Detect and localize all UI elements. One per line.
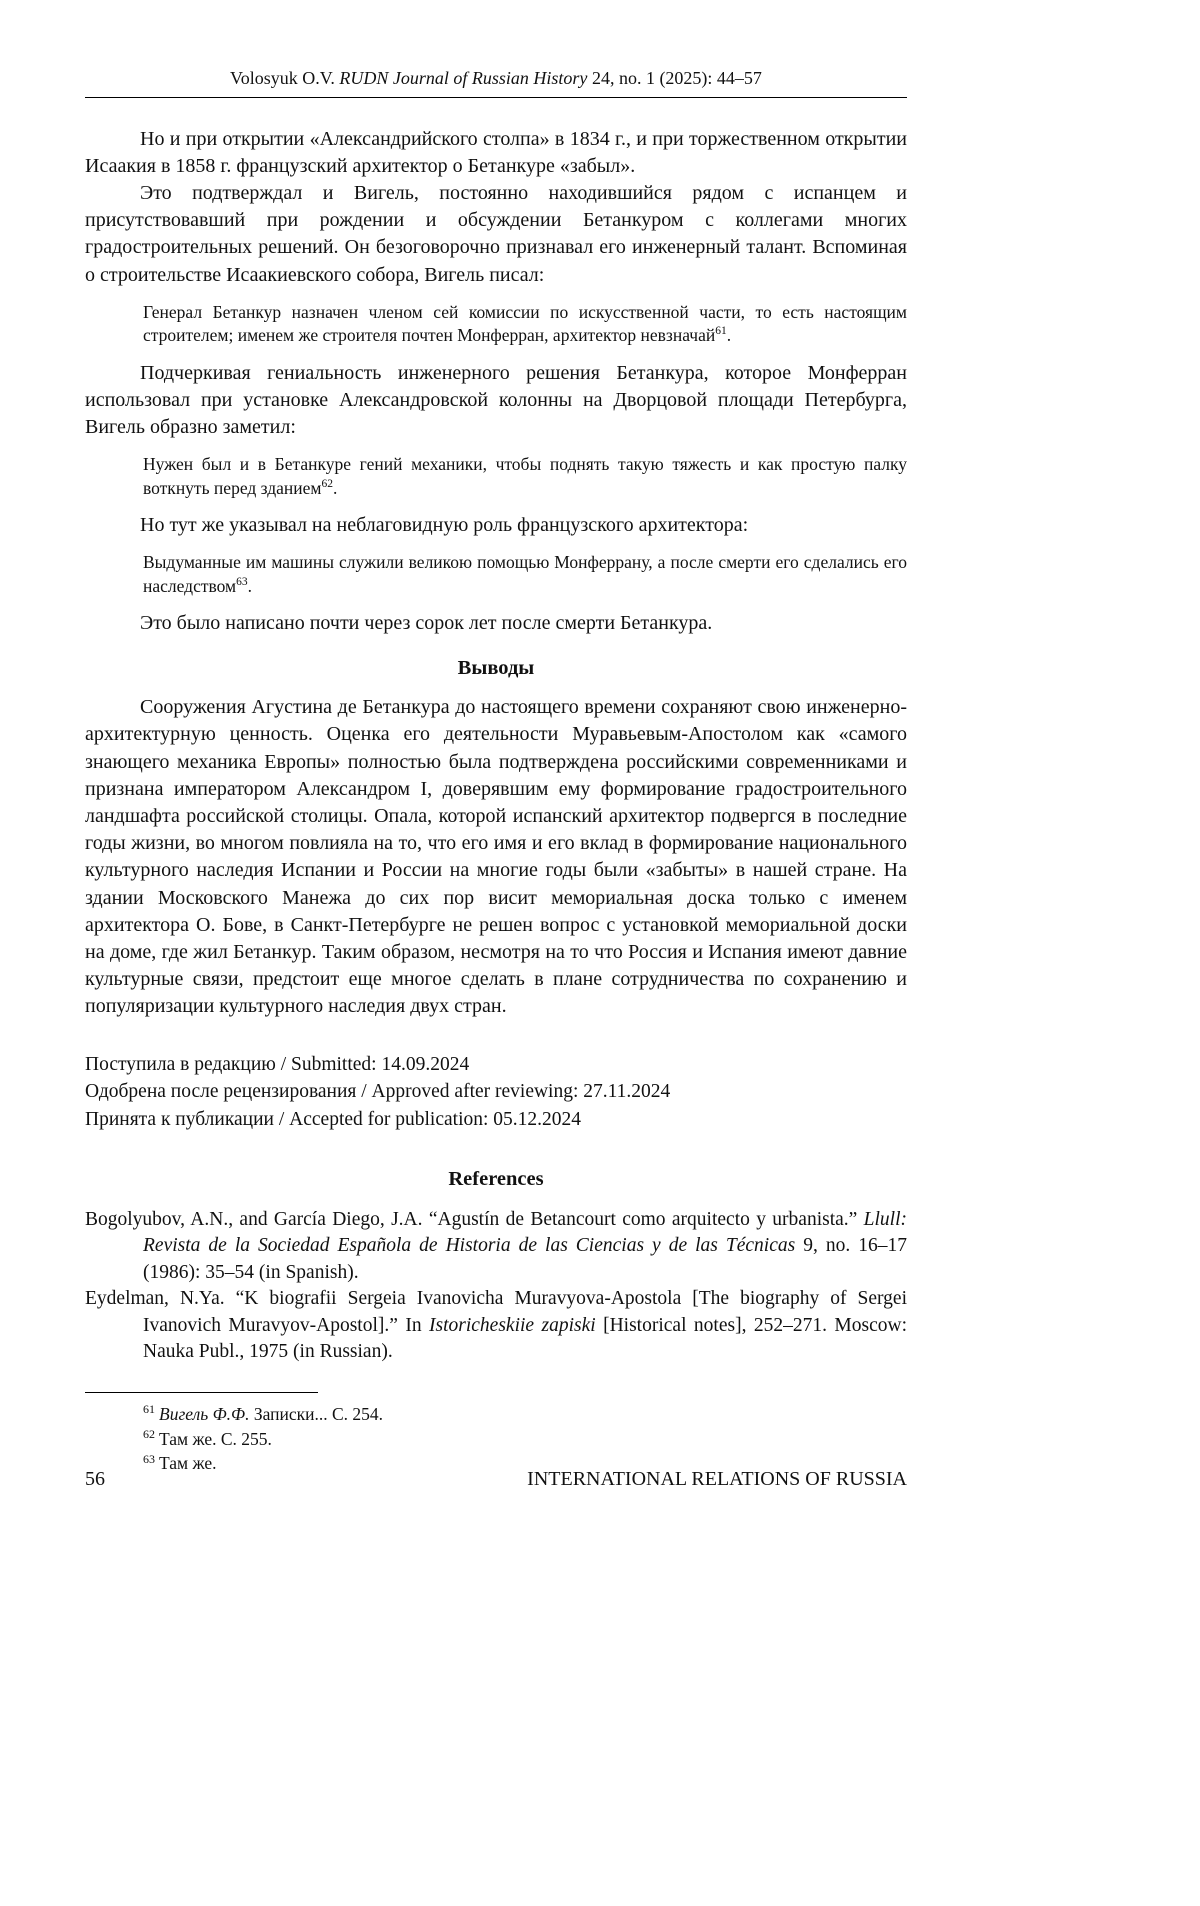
article-body [85, 126, 907, 1477]
running-title: INTERNATIONAL RELATIONS OF RUSSIA [527, 1468, 907, 1490]
header-rule [85, 97, 907, 98]
block-quote [143, 551, 907, 598]
quote-tail: . [726, 325, 732, 346]
quote-text: Нужен был и в Бетанкуре гений механики, чтобы поднять такую тяжесть и как простую палку воткнуть перед зданием [143, 454, 907, 498]
footnote-text: Там же. [159, 1453, 217, 1474]
reference-text: Eydelman, N.Ya. “K biografii Sergeia Ivanovicha Muravyova-Apostola [The biography of Sergei Ivanovich Muravyov-Apostol].” In [85, 1288, 907, 1336]
reference-text: 9, no. 16–17 (1986): 35–54 (in Spanish). [143, 1235, 908, 1283]
reference-source-title: Istoricheskiie zapiski [429, 1314, 596, 1336]
references-heading: References [448, 1167, 544, 1190]
footnote-number: 61 [143, 1401, 155, 1416]
footnote-marker: 63 [236, 575, 248, 588]
running-head-citation [230, 68, 762, 88]
approved-date-line: Одобрена после рецензирования / Approved after reviewing: 27.11.2024 [85, 1081, 671, 1103]
page-content [85, 68, 907, 1476]
submission-dates [85, 1051, 907, 1134]
running-head [85, 68, 907, 98]
journal-title: RUDN Journal of Russian History [339, 68, 588, 88]
footnote-marker: 61 [715, 325, 727, 338]
footnote-marker: 62 [321, 477, 333, 490]
quote-tail: . [247, 575, 252, 596]
footnote-text: Записки... С. 254. [249, 1403, 384, 1424]
author-name: Volosyuk O.V. [230, 68, 340, 88]
submitted-date-line: Поступила в редакцию / Submitted: 14.09.2024 [85, 1053, 470, 1075]
quote-text: Выдуманные им машины служили великою помощью Монферрану, а после смерти его сделались его наследством [143, 552, 907, 596]
footnote-author: Вигель Ф.Ф. [159, 1403, 250, 1424]
reference-entry [85, 1207, 908, 1287]
references-list [85, 1207, 907, 1366]
footnote-number: 62 [143, 1426, 155, 1441]
footnote-separator-rule [85, 1392, 318, 1393]
body-paragraph: Но и при открытии «Александрийского столпа» в 1834 г., и при торжественном открытии Исаакия в 1858 г. французский архитектор о Бетанкуре «забыл». [85, 127, 907, 177]
page-footer [85, 1468, 907, 1491]
footnotes-section [85, 1392, 907, 1477]
issue-citation: 24, no. 1 (2025): 44–57 [587, 68, 762, 88]
reference-source-title: Llull: Revista de la Sociedad Española de Historia de las Ciencias y de las Técnicas [143, 1208, 907, 1257]
conclusions-heading: Выводы [457, 657, 535, 680]
quote-text: Генерал Бетанкур назначен членом сей комиссии по искусственной части, то есть настоящим строителем; именем же строителя почтен Монферран, архитектор невзначай [143, 301, 907, 346]
block-quote [143, 453, 907, 500]
footnote [143, 1427, 907, 1452]
accepted-date-line: Принята к публикации / Accepted for publication: 05.12.2024 [85, 1108, 582, 1130]
block-quote [143, 301, 907, 348]
body-paragraph: Но тут же указывал на неблаговидную роль французского архитектора: [140, 514, 749, 537]
body-paragraph: Это подтверждал и Вигель, постоянно находившийся рядом с испанцем и присутствовавший при рождении и обсуждении Бетанкуром с коллегами многих градостроительных решений. Он безоговорочно признавал его инженерный талант. Вспоминая о строительстве Исаакиевского собора, Вигель писал: [85, 181, 907, 286]
body-paragraph: Это было написано почти через сорок лет после смерти Бетанкура. [140, 612, 713, 635]
reference-text: [Historical notes], 252–271. Moscow: Nauka Publ., 1975 (in Russian). [143, 1314, 908, 1363]
reference-entry [85, 1286, 908, 1366]
footnote-number: 63 [143, 1451, 155, 1466]
body-paragraph: Сооружения Агустина де Бетанкура до настоящего времени сохраняют свою инженерно-архитектурную ценность. Оценка его деятельности Муравьевым-Апостолом как «самого знающего механика Европы» полностью была подтверждена российскими современниками и признана императором Александром I, доверявшим ему формирование градостроительного ландшафта российской столицы. Опала, которой испанский архитектор подвергся в последние годы жизни, во многом повлияла на то, что его имя и его вклад в формирование национального культурного наследия Испании и России на многие годы были «забыты» в нашей стране. На здании Московского Манежа до сих пор висит мемориальная доска только с именем архитектора О. Бове, в Санкт-Петербурге не решен вопрос с установкой мемориальной доски на доме, где жил Бетанкур. Таким образом, несмотря на то что Россия и Испания имеют давние культурные связи, предстоит еще многое сделать в плане сотрудничества по сохранению и популяризации культурного наследия двух стран. [85, 696, 907, 1018]
footnote [143, 1402, 907, 1427]
footnote-text: Там же. С. 255. [159, 1428, 272, 1449]
reference-text: Bogolyubov, A.N., and García Diego, J.A. “Agustín de Betancourt como arquitecto y urbanista.” [85, 1208, 864, 1230]
quote-tail: . [332, 477, 338, 498]
body-paragraph: Подчеркивая гениальность инженерного решения Бетанкура, которое Монферран использовал при установке Александровской колонны на Дворцовой площади Петербурга, Вигель образно заметил: [85, 361, 907, 438]
page-number: 56 [85, 1468, 105, 1490]
